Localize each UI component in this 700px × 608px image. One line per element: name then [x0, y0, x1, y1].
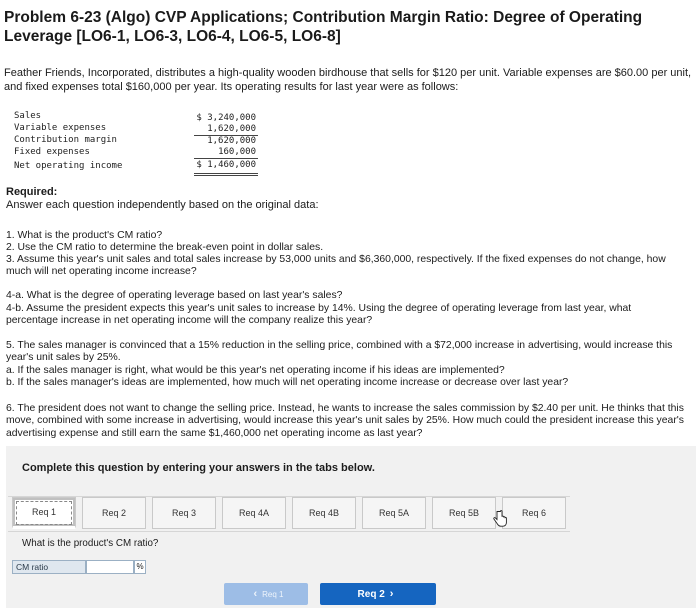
- question-6: 6. The president does not want to change the selling price. Instead, he wants to increase the sales commission by $2.40 per unit. He thinks that this move, combined with some increase in advertising, would increase this year's unit sales by 25%. How much could the president increase this year's advertising expense and still earn the same $1,460,000 net operating income as last year?: [6, 403, 684, 439]
- statement-value-contribution-margin: 1,620,000: [207, 136, 256, 146]
- chevron-right-icon: ›: [389, 588, 394, 600]
- required-subheading: Answer each question independently based on the original data:: [6, 199, 319, 211]
- question-4a: 4-a. What is the degree of operating leverage based on last year's sales?: [6, 290, 343, 301]
- tab-req-4a[interactable]: Req 4A: [222, 497, 286, 529]
- tab-question: What is the product's CM ratio?: [22, 538, 159, 549]
- cm-ratio-input[interactable]: [86, 560, 134, 574]
- question-2: 2. Use the CM ratio to determine the break-even point in dollar sales.: [6, 242, 324, 253]
- underline: [194, 158, 258, 159]
- tab-req-2[interactable]: Req 2: [82, 497, 146, 529]
- statement-label-net-operating-income: Net operating income: [14, 161, 123, 171]
- percent-unit: %: [134, 560, 146, 574]
- statement-value-variable-expenses: 1,620,000: [207, 124, 256, 134]
- cm-ratio-label: CM ratio: [12, 560, 86, 574]
- hand-cursor-icon: [492, 510, 508, 528]
- statement-label-fixed-expenses: Fixed expenses: [14, 147, 90, 157]
- tab-req-5b[interactable]: Req 5B: [432, 497, 496, 529]
- question-5: 5. The sales manager is convinced that a 15% reduction in the selling price, combined with a $72,000 increase in advertising, would increase this year's unit sales by 25%.: [6, 340, 673, 364]
- tab-req-3[interactable]: Req 3: [152, 497, 216, 529]
- next-req-label: Req 2: [357, 588, 385, 600]
- statement-label-contribution-margin: Contribution margin: [14, 135, 117, 145]
- next-req-button[interactable]: [320, 583, 436, 605]
- tab-req-5a[interactable]: Req 5A: [362, 497, 426, 529]
- chevron-left-icon: ‹: [253, 588, 258, 600]
- tab-req-1[interactable]: Req 1: [12, 497, 76, 529]
- intro-text: Feather Friends, Incorporated, distributes a high-quality wooden birdhouse that sells for $120 per unit. Variable expenses are $60.00 per unit, and fixed expenses total $160,000 per year. Its operating results for last year were as follows:: [4, 67, 692, 93]
- statement-label-variable-expenses: Variable expenses: [14, 123, 107, 133]
- required-heading-block: [6, 186, 319, 212]
- question-3: 3. Assume this year's unit sales and total sales increase by 53,000 units and $6,360,000, respectively. If the fixed expenses do not change, how much will net operating income increase?: [6, 254, 666, 278]
- question-5a: a. If the sales manager is right, what would be this year's net operating income if his ideas are implemented?: [6, 365, 505, 376]
- prev-req-label: Req 1: [262, 589, 284, 599]
- tab-req-6[interactable]: Req 6: [502, 497, 566, 529]
- statement-value-fixed-expenses: 160,000: [218, 147, 256, 157]
- prev-req-button: [224, 583, 308, 605]
- statement-value-net-operating-income: $ 1,460,000: [196, 160, 256, 170]
- question-1: 1. What is the product's CM ratio?: [6, 230, 163, 241]
- page-title: Problem 6-23 (Algo) CVP Applications; Contribution Margin Ratio: Degree of Operating Leverage [LO6-1, LO6-3, LO6-4, LO6-5, LO6-8]: [4, 9, 643, 45]
- tab-req-4b[interactable]: Req 4B: [292, 497, 356, 529]
- question-4b: 4-b. Assume the president expects this year's unit sales to increase by 14%. Using the degree of operating leverage from last year, what percentage increase in net operating income will the company realize this year?: [6, 303, 632, 327]
- panel-title: Complete this question by entering your answers in the tabs below.: [22, 462, 375, 474]
- question-5b: b. If the sales manager's ideas are implemented, how much will net operating income increase or decrease over last year?: [6, 377, 569, 388]
- double-underline: [194, 173, 258, 176]
- required-heading: Required:: [6, 186, 58, 198]
- statement-value-sales: $ 3,240,000: [196, 113, 256, 123]
- statement-label-sales: Sales: [14, 111, 42, 121]
